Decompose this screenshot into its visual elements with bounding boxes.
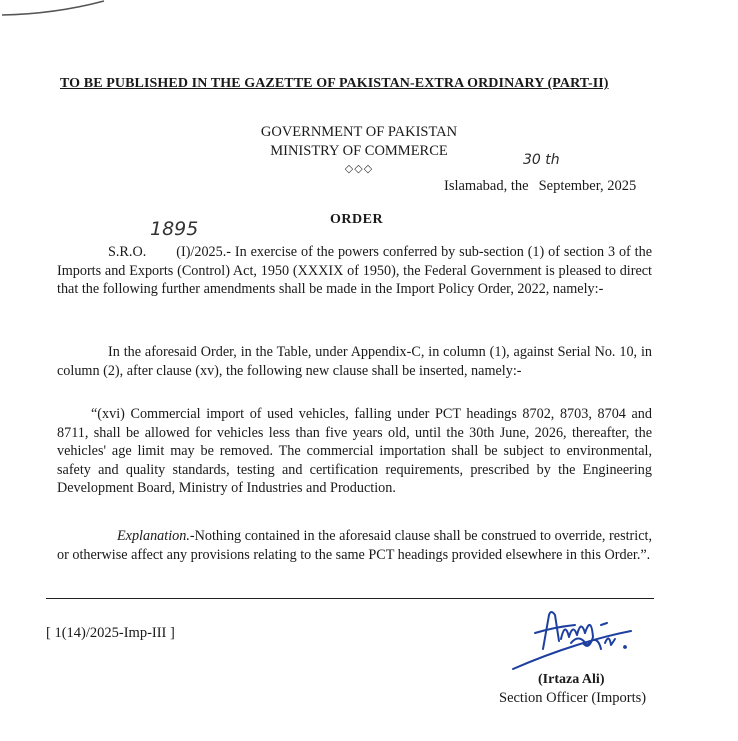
reference-number: [ 1(14)/2025-Imp-III ] (46, 625, 175, 641)
paragraph-preamble (57, 243, 652, 299)
ornament-divider: ◇◇◇ (344, 163, 374, 175)
dateline (444, 178, 636, 195)
dateline-place: Islamabad, the (444, 178, 529, 194)
explanation-text: -Nothing contained in the aforesaid clause shall be construed to override, restrict, or otherwise affect any provisions relating to the same PCT headings provided elsewhere in this Order.”. (57, 528, 652, 563)
paragraph-amendment-location: In the aforesaid Order, in the Table, under Appendix-C, in column (1), against Serial No. 10, in column (2), after clause (xv), the following new clause shall be inserted, namely:- (57, 344, 652, 379)
government-heading: GOVERNMENT OF PAKISTAN (260, 124, 458, 140)
handwritten-sro-number: 1895 (150, 218, 199, 240)
signatory-name: (Irtaza Ali) (538, 672, 605, 687)
paragraph-new-clause: “(xvi) Commercial import of used vehicles, falling under PCT headings 8702, 8703, 8704 and 8711, shall be allowed for vehicles less than five years old, until the 30th June, 2026, thereafter, the vehicles' age limit may be removed. The commercial importation shall be subject to environmental, safety and quality standards, testing and certification requirements, prescribed by the Engineering Development Board, Ministry of Industries and Production. (57, 406, 652, 497)
sro-label: S.R.O. (108, 244, 147, 260)
signatory-designation: Section Officer (Imports) (499, 690, 647, 706)
handwritten-date-day: 30 th (523, 152, 560, 168)
ministry-heading: MINISTRY OF COMMERCE (270, 143, 448, 159)
paragraph-explanation (57, 527, 652, 564)
explanation-label: Explanation. (117, 528, 190, 544)
preamble-text: (I)/2025.- In exercise of the powers conferred by sub-section (1) of section 3 of the Imports and Exports (Control) Act, 1950 (XXXIX of 1950), the Federal Government is pleased to direct that the following further amendments shall be made in the Import Policy Order, 2022, namely:- (57, 244, 652, 298)
horizontal-rule (46, 598, 654, 599)
order-title: ORDER (330, 212, 384, 227)
corner-pen-mark (0, 0, 120, 20)
signature-image (505, 603, 645, 675)
dateline-month-year: September, 2025 (538, 178, 637, 194)
gazette-heading: TO BE PUBLISHED IN THE GAZETTE OF PAKISTAN-EXTRA ORDINARY (PART-II) (60, 76, 609, 91)
